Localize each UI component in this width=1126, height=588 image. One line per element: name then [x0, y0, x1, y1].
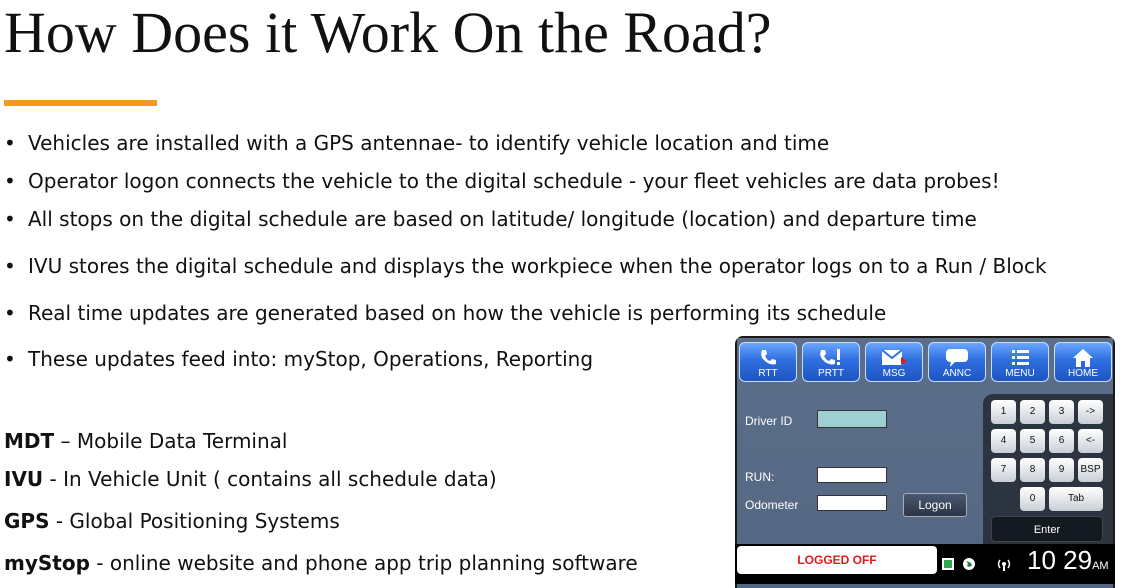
key-right-arrow[interactable]: -> [1078, 400, 1103, 424]
logon-button[interactable]: Logon [903, 493, 967, 517]
key-4[interactable]: 4 [991, 429, 1016, 453]
mdt-screenshot [735, 336, 1115, 588]
numeric-keypad [983, 394, 1113, 546]
bullet-glyph: • [4, 301, 16, 325]
menu-label: MENU [1005, 368, 1035, 379]
key-8[interactable]: 8 [1020, 458, 1045, 482]
login-status: LOGGED OFF [737, 546, 937, 574]
odometer-label: Odometer [745, 498, 799, 512]
key-2[interactable]: 2 [1020, 400, 1045, 424]
definition-item [4, 466, 497, 492]
clock [1027, 544, 1109, 582]
key-7[interactable]: 7 [991, 458, 1016, 482]
home-button[interactable] [1054, 342, 1112, 382]
bullet-item [4, 300, 886, 326]
bullet-glyph: • [4, 169, 16, 193]
definition-term: IVU [4, 467, 44, 491]
definition-item [4, 550, 638, 576]
odometer-field[interactable] [817, 495, 887, 511]
bullet-text: Vehicles are installed with a GPS antennae- to identify vehicle location and time [28, 131, 830, 155]
key-0[interactable]: 0 [1020, 487, 1045, 511]
definition-term: myStop [4, 551, 90, 575]
driver-id-label: Driver ID [745, 414, 793, 428]
prtt-label: PRTT [818, 368, 844, 379]
title-underline [4, 100, 157, 106]
clock-ampm: AM [1092, 560, 1109, 572]
rtt-button[interactable] [739, 342, 797, 382]
definition-separator: - [89, 551, 110, 575]
definition-separator: - [43, 467, 64, 491]
list-icon [992, 347, 1048, 369]
enter-button[interactable]: Enter [991, 516, 1103, 542]
key-9[interactable]: 9 [1049, 458, 1074, 482]
envelope-icon [866, 347, 922, 369]
bullet-text: These updates feed into: myStop, Operations, Reporting [28, 347, 594, 371]
driver-id-field[interactable] [817, 410, 887, 428]
msg-label: MSG [882, 368, 906, 379]
annc-label: ANNC [942, 368, 972, 379]
definition-text: Global Positioning Systems [69, 509, 340, 533]
clock-time: 10 29 [1027, 545, 1093, 575]
bullet-item [4, 346, 593, 372]
home-icon [1055, 347, 1111, 369]
bullet-item [4, 206, 977, 232]
battery-icon [941, 556, 955, 570]
key-5[interactable]: 5 [1020, 429, 1045, 453]
bullet-glyph: • [4, 207, 16, 231]
definition-term: MDT [4, 429, 55, 453]
prtt-button[interactable] [802, 342, 860, 382]
signal-icon [997, 556, 1011, 570]
speech-bubble-icon [929, 347, 985, 369]
definition-separator: - [49, 509, 70, 533]
bullet-item [4, 168, 1000, 194]
rtt-label: RTT [758, 368, 778, 379]
key-left-arrow[interactable]: <- [1078, 429, 1103, 453]
bullet-glyph: • [4, 254, 16, 278]
bullet-glyph: • [4, 347, 16, 371]
definition-item [4, 428, 287, 454]
msg-button[interactable] [865, 342, 923, 382]
key-6[interactable]: 6 [1049, 429, 1074, 453]
bullet-item [4, 253, 1047, 279]
definition-separator: – [54, 429, 77, 453]
definition-text: In Vehicle Unit ( contains all schedule data) [63, 467, 497, 491]
bullet-item [4, 130, 829, 156]
priority-phone-icon [803, 347, 859, 369]
status-icons [941, 552, 1013, 568]
key-1[interactable]: 1 [991, 400, 1016, 424]
definition-item [4, 508, 340, 534]
run-label: RUN: [745, 470, 775, 484]
menu-button[interactable] [991, 342, 1049, 382]
page-title: How Does it Work On the Road? [4, 0, 772, 65]
phone-icon [740, 347, 796, 369]
mdt-status-bar [735, 544, 1115, 584]
bullet-text: Real time updates are generated based on how the vehicle is performing its schedule [28, 301, 887, 325]
globe-icon [962, 556, 976, 570]
definition-text: Mobile Data Terminal [76, 429, 288, 453]
bullet-glyph: • [4, 131, 16, 155]
bullet-text: All stops on the digital schedule are based on latitude/ longitude (location) and departure time [28, 207, 977, 231]
home-label: HOME [1068, 368, 1098, 379]
annc-button[interactable] [928, 342, 986, 382]
key-3[interactable]: 3 [1049, 400, 1074, 424]
definition-text: online website and phone app trip planning software [109, 551, 638, 575]
key-backspace[interactable]: BSP [1078, 458, 1103, 482]
mdt-toolbar [739, 342, 1111, 384]
bullet-text: Operator logon connects the vehicle to the digital schedule - your fleet vehicles are data probes! [28, 169, 1000, 193]
run-field[interactable] [817, 467, 887, 483]
definition-term: GPS [4, 509, 50, 533]
key-tab[interactable]: Tab [1049, 487, 1103, 511]
bullet-text: IVU stores the digital schedule and displays the workpiece when the operator logs on to a Run / Block [28, 254, 1047, 278]
